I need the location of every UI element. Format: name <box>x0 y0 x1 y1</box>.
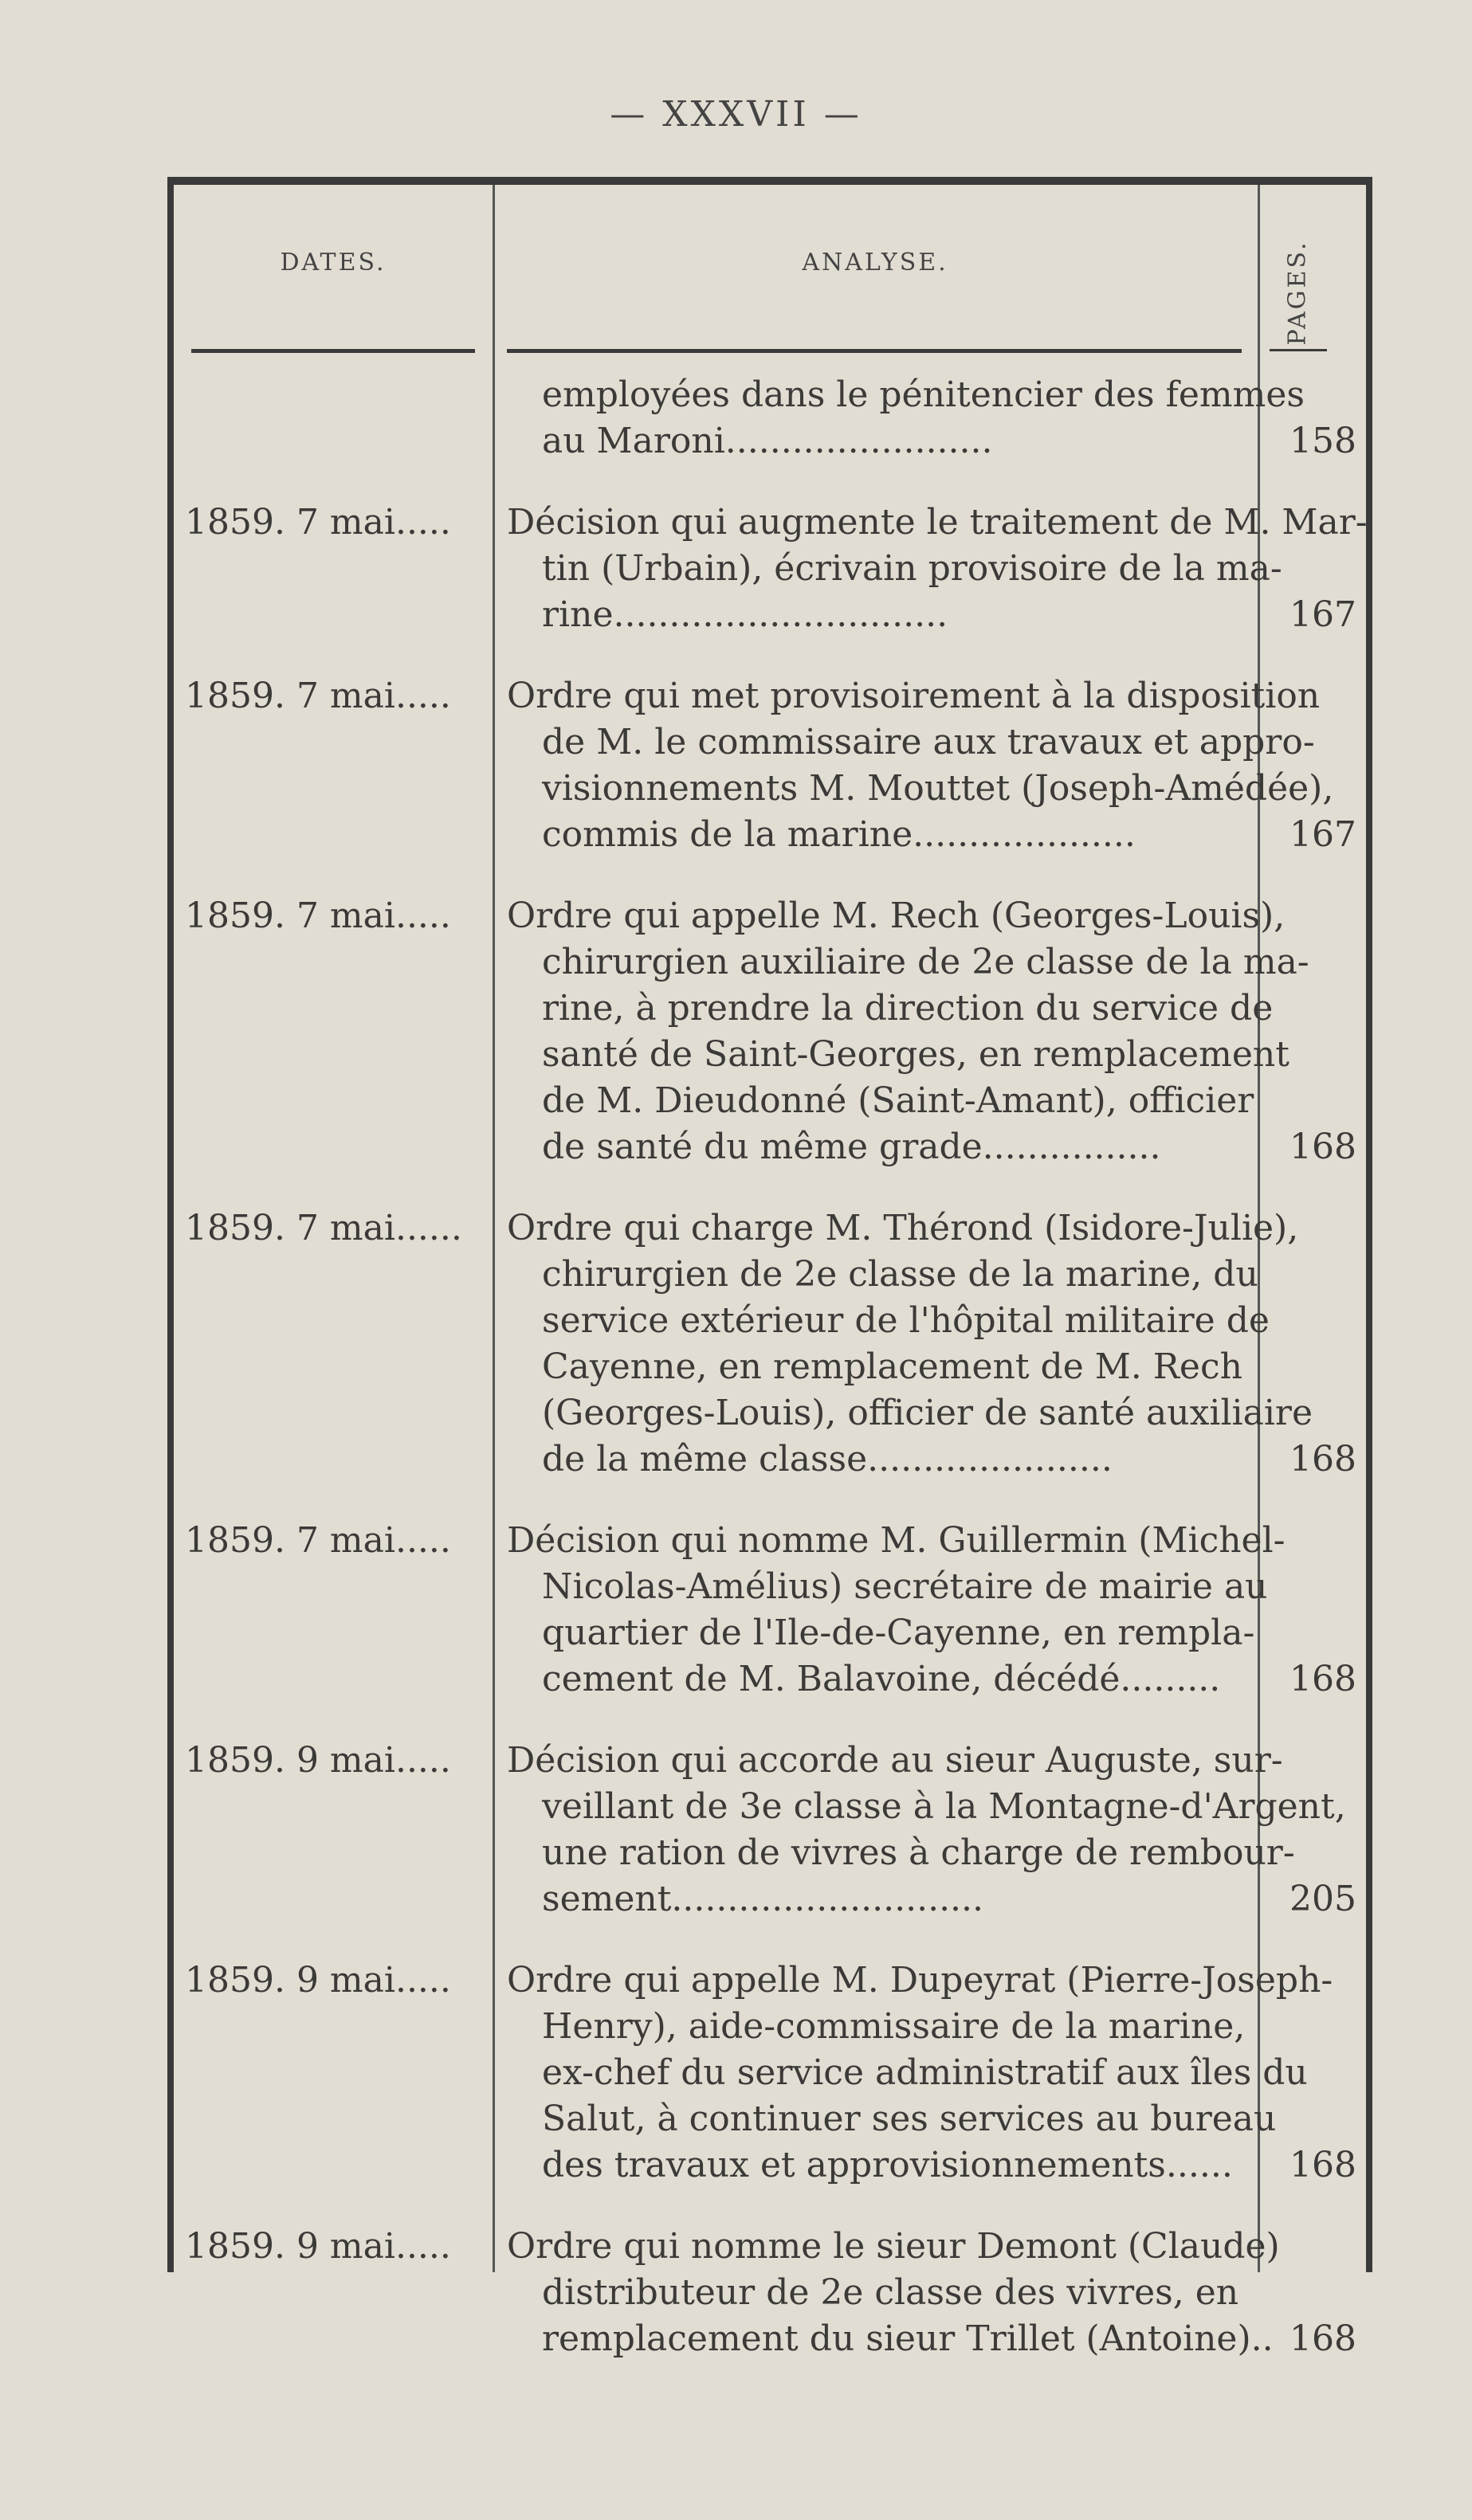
table-row <box>174 673 1366 858</box>
entries-list <box>174 372 1366 2362</box>
entry-date: 1859. 9 mai..... <box>185 1740 451 1781</box>
analysis-line: une ration de vivres à charge de rembour- <box>542 1832 1295 1873</box>
table-row <box>174 1958 1366 2189</box>
entry-page-number: 168 <box>1289 1439 1356 1479</box>
analysis-line: Cayenne, en remplacement de M. Rech <box>542 1346 1242 1387</box>
analysis-line: ex-chef du service administratif aux îles du <box>542 2052 1308 2093</box>
table-row <box>174 1738 1366 1922</box>
analysis-line: rine, à prendre la direction du service de <box>542 988 1274 1029</box>
analysis-line: rine.............................. <box>542 594 948 635</box>
column-header-pages <box>1274 233 1321 352</box>
entry-page-number: 205 <box>1289 1879 1356 1919</box>
analysis-line: de la même classe...................... <box>542 1439 1113 1479</box>
analysis-line: Salut, à continuer ses services au bureau <box>542 2099 1277 2139</box>
entry-date <box>174 372 493 464</box>
analysis-line: Henry), aide-commissaire de la marine, <box>542 2006 1246 2047</box>
column-header-dates: DATES. <box>280 249 387 276</box>
analysis-line: sement............................ <box>542 1879 984 1919</box>
entry-page-number: 168 <box>1289 1659 1356 1699</box>
table-row <box>174 1518 1366 1703</box>
entry-page-number: 167 <box>1289 814 1356 855</box>
analysis-line: veillant de 3e classe à la Montagne-d'Argent, <box>542 1786 1346 1827</box>
entry-date: 1859. 9 mai..... <box>185 2226 451 2267</box>
analysis-line: visionnements M. Mouttet (Joseph-Amédée), <box>542 768 1334 809</box>
entry-analysis <box>493 893 1309 1170</box>
page-header: — XXXVII — <box>610 94 862 135</box>
analysis-line: Ordre qui met provisoirement à la disposition <box>507 676 1321 716</box>
analysis-line: Décision qui nomme M. Guillermin (Michel- <box>507 1520 1286 1561</box>
entry-page-number: 167 <box>1289 594 1356 635</box>
entry-analysis <box>493 372 1305 464</box>
analysis-line: chirurgien auxiliaire de 2e classe de la ma- <box>542 942 1309 982</box>
analysis-line: distributeur de 2e classe des vivres, en <box>542 2272 1239 2313</box>
entry-analysis <box>493 2224 1280 2362</box>
analysis-line: santé de Saint-Georges, en remplacement <box>542 1034 1289 1075</box>
header-rule-analyse <box>507 349 1242 353</box>
entry-date: 1859. 7 mai...... <box>185 1208 462 1248</box>
entry-date: 1859. 7 mai..... <box>185 676 451 716</box>
entry-date: 1859. 9 mai..... <box>185 1960 451 2001</box>
analysis-line: Ordre qui charge M. Thérond (Isidore-Julie), <box>507 1208 1299 1248</box>
header-rule-pages <box>1270 349 1327 351</box>
analysis-line: cement de M. Balavoine, décédé......... <box>542 1659 1221 1699</box>
entry-page-number: 168 <box>1289 1127 1356 1167</box>
table-row <box>174 1205 1366 1483</box>
analysis-line: Ordre qui appelle M. Dupeyrat (Pierre-Joseph- <box>507 1960 1333 2001</box>
entry-analysis <box>493 1205 1313 1483</box>
analysis-line: employées dans le pénitencier des femmes <box>542 374 1305 415</box>
entry-date: 1859. 7 mai..... <box>185 1520 451 1561</box>
table-row <box>174 372 1366 464</box>
analysis-line: Décision qui accorde au sieur Auguste, sur- <box>507 1740 1283 1781</box>
analysis-line: de M. Dieudonné (Saint-Amant), officier <box>542 1080 1254 1121</box>
table-row <box>174 500 1366 638</box>
table-row <box>174 2224 1366 2362</box>
analysis-line: tin (Urbain), écrivain provisoire de la ma- <box>542 548 1282 589</box>
analysis-line: de M. le commissaire aux travaux et appro- <box>542 722 1315 762</box>
analysis-line: remplacement du sieur Trillet (Antoine).. <box>542 2318 1274 2359</box>
analysis-line: au Maroni........................ <box>542 421 993 461</box>
entry-date: 1859. 7 mai..... <box>185 896 451 936</box>
analysis-line: (Georges-Louis), officier de santé auxiliaire <box>542 1393 1313 1433</box>
header-rule-dates <box>191 349 475 353</box>
analysis-line: commis de la marine.................... <box>542 814 1136 855</box>
entry-analysis <box>493 1518 1286 1703</box>
analysis-line: de santé du même grade................ <box>542 1127 1161 1167</box>
column-header-analyse: ANALYSE. <box>802 249 948 276</box>
analysis-line: chirurgien de 2e classe de la marine, du <box>542 1254 1258 1295</box>
entry-page-number: 158 <box>1289 421 1356 461</box>
entry-date: 1859. 7 mai..... <box>185 502 451 543</box>
entry-page-number: 168 <box>1289 2145 1356 2185</box>
analysis-line: des travaux et approvisionnements...... <box>542 2145 1233 2185</box>
analysis-line: quartier de l'Ile-de-Cayenne, en rempla- <box>542 1613 1255 1653</box>
analysis-line: Décision qui augmente le traitement de M. Mar- <box>507 502 1368 543</box>
table-frame <box>167 177 1372 2359</box>
entry-page-number: 168 <box>1289 2318 1356 2359</box>
column-header-pages-label: PAGES. <box>1283 240 1312 345</box>
analysis-line: Ordre qui appelle M. Rech (Georges-Louis), <box>507 896 1286 936</box>
analysis-line: service extérieur de l'hôpital militaire de <box>542 1300 1270 1341</box>
analysis-line: Ordre qui nomme le sieur Demont (Claude) <box>507 2226 1280 2267</box>
analysis-line: Nicolas-Amélius) secrétaire de mairie au <box>542 1566 1268 1607</box>
table-row <box>174 893 1366 1170</box>
